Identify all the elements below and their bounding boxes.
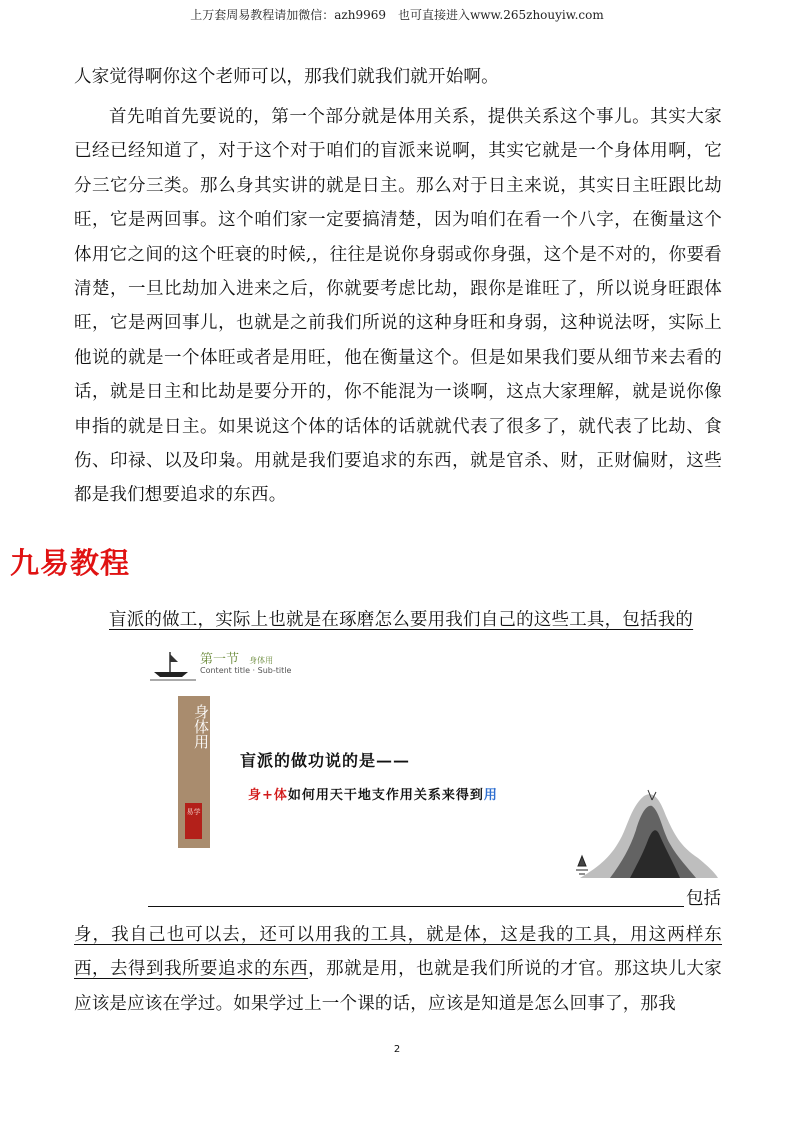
paragraph-2: 首先咱首先要说的，第一个部分就是体用关系，提供关系这个事儿。其实大家已经已经知道了，对于这个对于咱们的盲派来说啊，其实它就是一个身体用啊，它分三它分三类。那么身其实讲的就是日主。那么对于日主来说，其实日主旺跟比劫旺，它是两回事。这个咱们家一定要搞清楚，因为咱们在看一个八字，在衡量这个体用它之间的这个旺衰的时候,，往往是说你身弱或你身强，这个是不对的，你要看清楚，一旦比劫加入进来之后，你就要考虑比劫，跟你是谁旺了，所以说身旺跟体旺，它是两回事儿，也就是之前我们所说的这种身旺和身弱，这种说法呀，实际上他说的就是一个体旺或者是用旺，他在衡量这个。但是如果我们要从细节来去看的话，就是日主和比劫是要分开的，你不能混为一谈啊，这点大家理解，就是说你像申指的就是日主。如果说这个体的话体的话就就代表了很多了，就代表了比劫、食伤、印禄、以及印枭。用就是我们要追求的东西，就是官杀、财，正财偏财，这些都是我们想要追求的东西。 xyxy=(74,107,722,506)
section-english: Content title · Sub-title xyxy=(200,666,292,675)
underlined-text-2: 身，我自己也可以去，还可以用我的工具，就是体，这是我的工具，用这两样东西，去得到我所要追求的东西 xyxy=(74,925,722,980)
boat-icon xyxy=(148,648,198,684)
seal-stamp xyxy=(185,803,202,839)
formula-blue: 用 xyxy=(483,788,498,803)
underlined-text: 盲派的做工，实际上也就是在琢磨怎么要用我们自己的这些工具，包括我的 xyxy=(109,610,694,630)
vertical-title: 身体用 xyxy=(192,704,210,749)
slide-formula xyxy=(248,784,498,803)
slide-image xyxy=(140,638,720,880)
underline-rule xyxy=(148,906,684,907)
vertical-title-box xyxy=(178,696,210,848)
formula-red: 身+体 xyxy=(248,788,288,803)
seal-text: 易学 xyxy=(186,808,201,816)
mountain-ink-painting xyxy=(570,786,720,882)
paragraph-4-rest: ，那就是用，也就是我们所说的才官。那这块儿大家应该是应该在学过。如果学过上一个课的话，应该是知道是怎么回事了，那我 xyxy=(74,959,722,1014)
page-header: 上万套周易教程请加微信：azh9969 也可直接进入www.265zhouyiw.com xyxy=(190,8,604,22)
section-title-text: 第一节 xyxy=(200,652,240,667)
section-title xyxy=(200,648,273,667)
watermark: 九易教程 xyxy=(10,541,130,582)
continuation-text: 包括 xyxy=(686,889,721,909)
section-subtitle: 身体用 xyxy=(249,656,274,665)
paragraph-4 xyxy=(74,918,722,1021)
paragraph-1: 人家觉得啊你这个老师可以，那我们就我们就开始啊。 xyxy=(74,67,499,87)
formula-middle: 如何用天干地支作用关系来得到 xyxy=(287,788,484,803)
paragraph-3-intro xyxy=(74,603,722,637)
page-number: 2 xyxy=(393,1044,401,1055)
slide-heading: 盲派的做功说的是—— xyxy=(240,751,411,770)
